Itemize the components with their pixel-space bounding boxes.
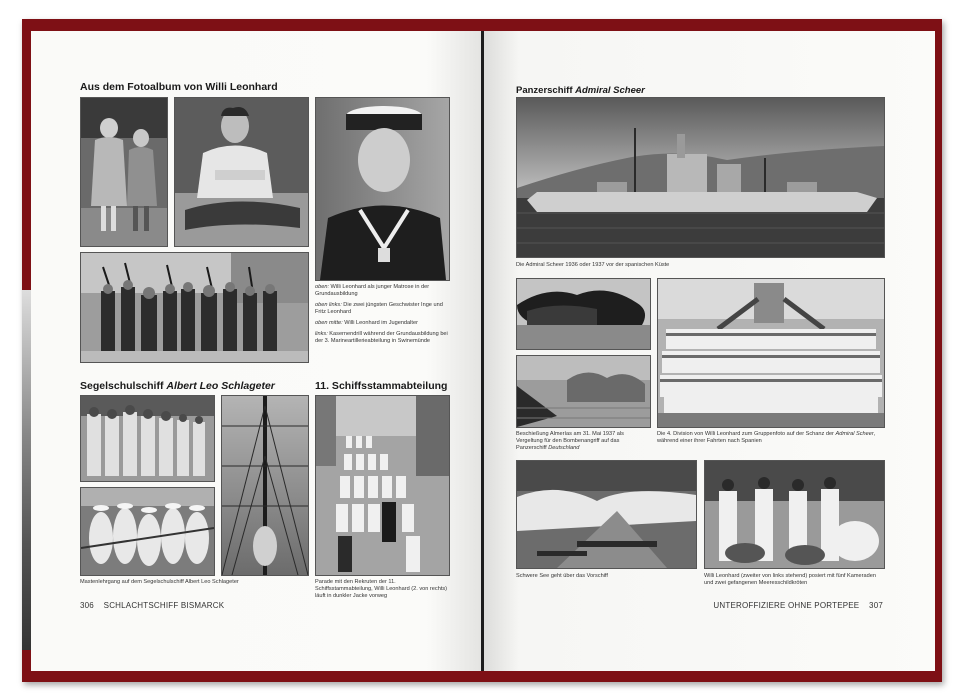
caption-parade: Parade mit den Rekruten der 11. Schiffsstammabteilung, Willi Leonhard (2. von rechts) läuft in dunkler Jacke vorweg	[315, 579, 448, 599]
running-title-right: UNTEROFFIZIERE OHNE PORTEPEE	[713, 601, 860, 610]
caption-almeria: Beschießung Almerías am 31. Mai 1937 als Vergeltung für den Bombenangriff auf das Panzerschiff Deutschland	[516, 431, 624, 451]
footer-right	[713, 601, 883, 610]
photo-bombardment	[516, 355, 651, 428]
photo-ship-rigging	[221, 395, 309, 576]
photo-sailors-line	[80, 395, 215, 482]
photo-sailors-rope	[80, 487, 215, 576]
caption-youth: oben mitte: Willi Leonhard im Jugendalter	[315, 320, 418, 326]
photo-admiral-scheer	[516, 97, 885, 258]
photo-barracks-drill	[80, 252, 309, 363]
caption-sailor: oben: Willi Leonhard als junger Matrose in der Grundausbildung	[315, 284, 430, 297]
page-number-left: 306	[80, 601, 94, 610]
caption-division: Die 4. Division von Willi Leonhard zum Gruppenfoto auf der Schanz der Admiral Scheer, während einer ihrer Fahrten nach Spanien	[657, 431, 876, 444]
album-captions	[315, 284, 451, 349]
photo-turtles	[704, 460, 885, 569]
caption-drill: links: Kasernendrill während der Grundausbildung bei der 3. Marineartillerieabteilung in Swinemünde	[315, 331, 448, 344]
photo-heavy-sea	[516, 460, 697, 569]
photo-almeria-smoke	[516, 278, 651, 350]
heading-panzerschiff: Panzerschiff Admiral Scheer	[516, 85, 645, 96]
heading-sail-training-ship: Segelschulschiff Albert Leo Schlageter	[80, 380, 275, 392]
book-spine	[481, 31, 484, 671]
page-number-right: 307	[869, 601, 883, 610]
running-title-left: SCHLACHTSCHIFF BISMARCK	[103, 601, 225, 610]
photo-young-man	[174, 97, 309, 247]
caption-admiral-scheer: Die Admiral Scheer 1936 oder 1937 vor der spanischen Küste	[516, 262, 670, 268]
photo-sailor-portrait	[315, 97, 450, 281]
caption-sail-course: Mastenlehrgang auf dem Segelschulschiff Albert Leo Schlageter	[80, 579, 239, 585]
page-edge	[22, 290, 31, 650]
heading-division: 11. Schiffsstammabteilung	[315, 380, 448, 392]
footer-left	[80, 601, 224, 610]
photo-siblings	[80, 97, 168, 247]
photo-division-group	[657, 278, 885, 428]
photo-parade	[315, 395, 450, 576]
caption-turtles: Willi Leonhard (zweiter von links stehend) posiert mit fünf Kameraden und zwei gefangenen Meeresschildkröten	[704, 573, 876, 586]
caption-heavy-sea: Schwere See geht über das Vorschiff	[516, 573, 608, 579]
heading-photo-album: Aus dem Fotoalbum von Willi Leonhard	[80, 81, 278, 93]
caption-siblings: oben links: Die zwei jüngsten Geschwister Inge und Fritz Leonhard	[315, 302, 443, 315]
